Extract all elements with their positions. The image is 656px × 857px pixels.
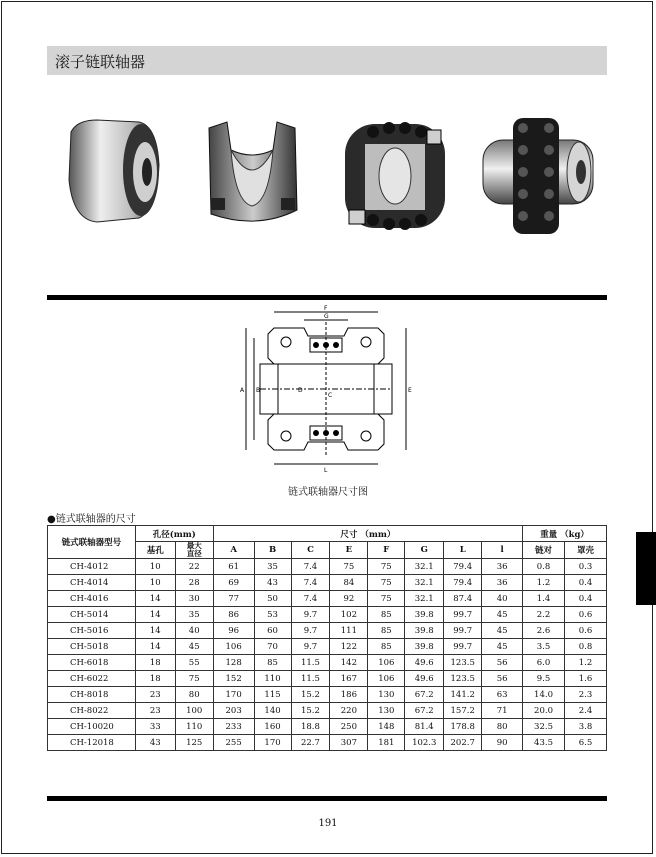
cell-model: CH-5014 (48, 607, 136, 623)
table-cell: 142 (330, 655, 368, 671)
table-cell: 111 (330, 623, 368, 639)
table-cell: 85 (254, 655, 291, 671)
table-cell: 233 (213, 719, 254, 735)
header-dim-l: L (444, 542, 482, 559)
table-cell: 45 (175, 639, 213, 655)
table-cell: 32.1 (405, 575, 444, 591)
table-cell: 49.6 (405, 671, 444, 687)
cell-model: CH-6018 (48, 655, 136, 671)
header-dim-a: A (213, 542, 254, 559)
table-cell: 102 (330, 607, 368, 623)
table-cell: 7.4 (291, 559, 330, 575)
table-cell: 2.6 (523, 623, 565, 639)
table-cell: 15.2 (291, 703, 330, 719)
cell-model: CH-5018 (48, 639, 136, 655)
table-cell: 79.4 (444, 559, 482, 575)
table-cell: 55 (175, 655, 213, 671)
cell-model: CH-8022 (48, 703, 136, 719)
table-cell: 128 (213, 655, 254, 671)
table-cell: 84 (330, 575, 368, 591)
table-cell: 22 (175, 559, 213, 575)
header-bore: 孔径(mm) (135, 526, 213, 542)
table-cell: 167 (330, 671, 368, 687)
table-cell: 9.5 (523, 671, 565, 687)
table-cell: 96 (213, 623, 254, 639)
table-cell: 69 (213, 575, 254, 591)
table-cell: 14 (135, 607, 175, 623)
dim-label-a: A (240, 387, 245, 394)
table-cell: 43.5 (523, 735, 565, 751)
table-cell: 75 (368, 591, 405, 607)
table-cell: 75 (368, 575, 405, 591)
table-row (48, 687, 607, 703)
table-cell: 23 (135, 687, 175, 703)
table-cell: 123.5 (444, 655, 482, 671)
table-cell: 6.0 (523, 655, 565, 671)
table-cell: 28 (175, 575, 213, 591)
table-cell: 99.7 (444, 623, 482, 639)
dim-label-e: E (408, 387, 412, 394)
table-cell: 14 (135, 639, 175, 655)
table-cell: 90 (482, 735, 523, 751)
cell-model: CH-4012 (48, 559, 136, 575)
table-cell: 18 (135, 655, 175, 671)
table-cell: 11.5 (291, 671, 330, 687)
table-cell: 181 (368, 735, 405, 751)
header-weight-cover: 罩壳 (564, 542, 606, 559)
table-cell: 2.2 (523, 607, 565, 623)
table-cell: 87.4 (444, 591, 482, 607)
table-cell: 43 (254, 575, 291, 591)
header-bore-max: 最大 直径 (175, 542, 213, 559)
table-cell: 9.7 (291, 607, 330, 623)
table-cell: 220 (330, 703, 368, 719)
table-cell: 22.7 (291, 735, 330, 751)
table-cell: 32.5 (523, 719, 565, 735)
table-cell: 307 (330, 735, 368, 751)
table-cell: 75 (175, 671, 213, 687)
table-cell: 152 (213, 671, 254, 687)
dim-label-b: B (256, 387, 261, 394)
table-cell: 70 (254, 639, 291, 655)
section-title: 滚子链联轴器 (55, 53, 146, 71)
table-cell: 18 (135, 671, 175, 687)
table-cell: 3.5 (523, 639, 565, 655)
table-cell: 102.3 (405, 735, 444, 751)
table-cell: 106 (213, 639, 254, 655)
table-cell: 115 (254, 687, 291, 703)
table-row (48, 607, 607, 623)
divider-top (47, 295, 607, 300)
header-dim-b: B (254, 542, 291, 559)
dim-label-f: F (324, 305, 328, 312)
table-row (48, 655, 607, 671)
drawing-caption: 链式联轴器尺寸图 (288, 487, 368, 498)
table-cell: 75 (330, 559, 368, 575)
table-row (48, 591, 607, 607)
table-cell: 106 (368, 655, 405, 671)
table-cell: 157.2 (444, 703, 482, 719)
table-cell: 7.4 (291, 575, 330, 591)
header-dim-l-small: l (482, 542, 523, 559)
header-bore-pilot: 基孔 (135, 542, 175, 559)
table-cell: 45 (482, 639, 523, 655)
table-cell: 81.4 (405, 719, 444, 735)
table-cell: 160 (254, 719, 291, 735)
table-cell: 63 (482, 687, 523, 703)
table-cell: 178.8 (444, 719, 482, 735)
dimension-drawing (238, 302, 414, 474)
table-cell: 170 (213, 687, 254, 703)
table-cell: 35 (175, 607, 213, 623)
table-body (48, 559, 607, 751)
table-cell: 1.6 (564, 671, 606, 687)
table-cell: 80 (482, 719, 523, 735)
table-cell: 80 (175, 687, 213, 703)
table-cell: 36 (482, 575, 523, 591)
table-cell: 14 (135, 591, 175, 607)
table-cell: 45 (482, 607, 523, 623)
side-tab (636, 532, 656, 605)
table-cell: 110 (175, 719, 213, 735)
table-cell: 0.6 (564, 607, 606, 623)
header-dim-g: G (405, 542, 444, 559)
table-cell: 39.8 (405, 639, 444, 655)
table-cell: 18.8 (291, 719, 330, 735)
table-row (48, 639, 607, 655)
table-cell: 170 (254, 735, 291, 751)
table-cell: 45 (482, 623, 523, 639)
dim-label-l: L (324, 467, 328, 474)
table-cell: 32.1 (405, 591, 444, 607)
table-cell: 79.4 (444, 575, 482, 591)
dim-label-c: C (328, 392, 333, 399)
table-cell: 10 (135, 559, 175, 575)
table-cell: 1.2 (564, 655, 606, 671)
table-cell: 56 (482, 671, 523, 687)
header-dim-c: C (291, 542, 330, 559)
cell-model: CH-10020 (48, 719, 136, 735)
header-model: 链式联轴器型号 (48, 526, 136, 559)
photo-cover-half (197, 110, 307, 232)
table-cell: 14.0 (523, 687, 565, 703)
table-cell: 0.8 (564, 639, 606, 655)
table-cell: 202.7 (444, 735, 482, 751)
table-cell: 39.8 (405, 607, 444, 623)
table-cell: 125 (175, 735, 213, 751)
table-cell: 75 (368, 559, 405, 575)
table-cell: 86 (213, 607, 254, 623)
table-cell: 36 (482, 559, 523, 575)
table-cell: 130 (368, 687, 405, 703)
dim-label-g: G (324, 313, 329, 320)
header-dim-e: E (330, 542, 368, 559)
table-cell: 39.8 (405, 623, 444, 639)
table-cell: 250 (330, 719, 368, 735)
cell-model: CH-4016 (48, 591, 136, 607)
table-row (48, 575, 607, 591)
table-cell: 0.4 (564, 575, 606, 591)
table-cell: 3.8 (564, 719, 606, 735)
table-cell: 1.2 (523, 575, 565, 591)
table-row (48, 719, 607, 735)
table-cell: 20.0 (523, 703, 565, 719)
table-cell: 23 (135, 703, 175, 719)
table-cell: 30 (175, 591, 213, 607)
section-title-band (47, 46, 607, 75)
table-cell: 61 (213, 559, 254, 575)
header-weight-chain: 链对 (523, 542, 565, 559)
table-cell: 99.7 (444, 639, 482, 655)
table-cell: 255 (213, 735, 254, 751)
table-row (48, 671, 607, 687)
table-cell: 56 (482, 655, 523, 671)
table-cell: 7.4 (291, 591, 330, 607)
table-title: ●链式联轴器的尺寸 (47, 514, 136, 525)
table-cell: 130 (368, 703, 405, 719)
photo-coupling-cover (57, 110, 165, 230)
table-cell: 35 (254, 559, 291, 575)
cell-model: CH-5016 (48, 623, 136, 639)
table-cell: 9.7 (291, 623, 330, 639)
photo-coupling-chain (479, 110, 597, 242)
table-cell: 67.2 (405, 687, 444, 703)
table-cell: 6.5 (564, 735, 606, 751)
product-photos (47, 110, 607, 250)
table-cell: 33 (135, 719, 175, 735)
table-row (48, 623, 607, 639)
table-cell: 50 (254, 591, 291, 607)
table-cell: 49.6 (405, 655, 444, 671)
table-cell: 110 (254, 671, 291, 687)
table-cell: 0.6 (564, 623, 606, 639)
table-cell: 122 (330, 639, 368, 655)
table-cell: 2.4 (564, 703, 606, 719)
table-cell: 99.7 (444, 607, 482, 623)
dim-label-d: D (298, 387, 303, 394)
header-dim-f: F (368, 542, 405, 559)
table-cell: 148 (368, 719, 405, 735)
header-dimensions: 尺寸 （mm） (213, 526, 522, 542)
table-cell: 140 (254, 703, 291, 719)
header-weight: 重量 （kg） (523, 526, 607, 542)
table-cell: 1.4 (523, 591, 565, 607)
cell-model: CH-4014 (48, 575, 136, 591)
table-cell: 203 (213, 703, 254, 719)
table-cell: 0.3 (564, 559, 606, 575)
table-cell: 43 (135, 735, 175, 751)
table-cell: 100 (175, 703, 213, 719)
table-row (48, 735, 607, 751)
table-cell: 67.2 (405, 703, 444, 719)
table-cell: 85 (368, 623, 405, 639)
table-cell: 32.1 (405, 559, 444, 575)
table-cell: 106 (368, 671, 405, 687)
table-cell: 71 (482, 703, 523, 719)
dimension-table (47, 525, 607, 751)
table-cell: 186 (330, 687, 368, 703)
table-cell: 77 (213, 591, 254, 607)
table-cell: 15.2 (291, 687, 330, 703)
divider-bottom (47, 796, 607, 801)
table-cell: 85 (368, 607, 405, 623)
table-cell: 123.5 (444, 671, 482, 687)
table-cell: 0.8 (523, 559, 565, 575)
table-cell: 11.5 (291, 655, 330, 671)
table-row (48, 559, 607, 575)
table-cell: 85 (368, 639, 405, 655)
table-cell: 14 (135, 623, 175, 639)
cell-model: CH-12018 (48, 735, 136, 751)
table-cell: 0.4 (564, 591, 606, 607)
table-cell: 40 (175, 623, 213, 639)
photo-coupling-open (339, 110, 451, 240)
table-cell: 2.3 (564, 687, 606, 703)
table-cell: 53 (254, 607, 291, 623)
table-cell: 60 (254, 623, 291, 639)
table-cell: 40 (482, 591, 523, 607)
table-cell: 9.7 (291, 639, 330, 655)
table-cell: 141.2 (444, 687, 482, 703)
cell-model: CH-6022 (48, 671, 136, 687)
table-cell: 92 (330, 591, 368, 607)
cell-model: CH-8018 (48, 687, 136, 703)
table-row (48, 703, 607, 719)
page-number: 191 (318, 818, 338, 829)
table-cell: 10 (135, 575, 175, 591)
